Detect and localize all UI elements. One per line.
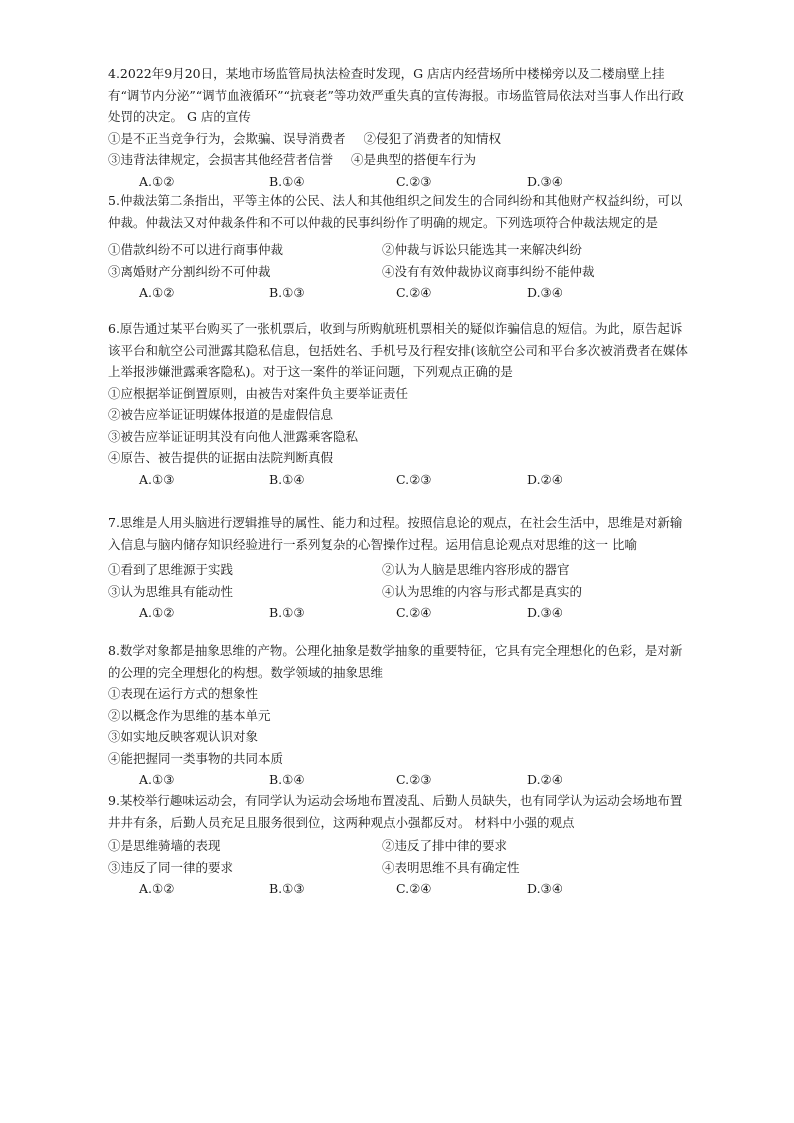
answer-choices bbox=[108, 171, 688, 193]
question-stem: 8.数学对象都是抽象思维的产物。公理化抽象是数学抽象的重要特征，它具有完全理想化的色彩，是对新的公理的完全理想化的构想。数学领域的抽象思维 bbox=[108, 643, 683, 680]
choice-a[interactable]: A.①② bbox=[139, 285, 175, 300]
option: ②以概念作为思维的基本单元 bbox=[108, 707, 271, 723]
option: ①借款纠纷不可以进行商事仲裁 bbox=[108, 242, 284, 257]
choice-b[interactable]: B.①④ bbox=[269, 173, 305, 189]
option: ①应根据举证倒置原则，由被告对案件负主要举证责任 bbox=[108, 385, 409, 401]
question-5 bbox=[108, 190, 688, 304]
choice-b[interactable]: B.①④ bbox=[269, 471, 305, 487]
answer-choices bbox=[108, 602, 688, 624]
option: ②违反了排中律的要求 bbox=[382, 838, 508, 853]
option: ②仲裁与诉讼只能选其一来解决纠纷 bbox=[382, 242, 583, 257]
choice-c[interactable]: C.②④ bbox=[396, 881, 432, 896]
option: ②侵犯了消费者的知情权 bbox=[363, 130, 502, 146]
option: ③认为思维具有能动性 bbox=[108, 583, 234, 599]
option: ③离婚财产分割纠纷不可仲裁 bbox=[108, 263, 271, 279]
choice-d[interactable]: D.③④ bbox=[527, 605, 563, 620]
choice-d[interactable]: D.②④ bbox=[527, 471, 563, 487]
option-row bbox=[108, 149, 688, 171]
option-row bbox=[108, 857, 688, 879]
answer-choices bbox=[108, 769, 688, 791]
option-row bbox=[108, 239, 688, 261]
choice-d[interactable]: D.③④ bbox=[527, 285, 563, 300]
choice-d[interactable]: D.③④ bbox=[527, 881, 563, 896]
answer-choices bbox=[108, 878, 688, 900]
option: ④能把握同一类事物的共同本质 bbox=[108, 750, 284, 766]
question-6 bbox=[108, 318, 688, 490]
question-8 bbox=[108, 640, 688, 791]
option: ③被告应举证证明其没有向他人泄露乘客隐私 bbox=[108, 428, 359, 444]
choice-b[interactable]: B.①③ bbox=[269, 285, 305, 300]
option: ④没有有效仲裁协议商事纠纷不能仲裁 bbox=[382, 263, 595, 279]
answer-choices bbox=[108, 282, 688, 304]
option: ④认为思维的内容与形式都是真实的 bbox=[382, 583, 583, 599]
option: ④是典型的搭便车行为 bbox=[351, 152, 477, 167]
option-row bbox=[108, 835, 688, 857]
option: ③如实地反映客观认识对象 bbox=[108, 729, 259, 744]
option-row bbox=[108, 128, 688, 150]
option: ①看到了思维源于实践 bbox=[108, 562, 234, 577]
option: ③违反了同一律的要求 bbox=[108, 859, 234, 875]
choice-c[interactable]: C.②④ bbox=[396, 285, 432, 300]
question-stem: 6.原告通过某平台购买了一张机票后，收到与所购航班机票相关的疑似诈骗信息的短信。为此，原告起诉该平台和航空公司泄露其隐私信息，包括姓名、手机号及行程安排(该航空公司和平台多次被消费者在媒体上举报涉嫌泄露乘客隐私)。对于这一案件的举证问题，下列观点正确的是 bbox=[108, 321, 688, 379]
option: ④原告、被告提供的证据由法院判断真假 bbox=[108, 450, 334, 465]
choice-b[interactable]: B.①④ bbox=[269, 772, 305, 787]
choice-d[interactable]: D.③④ bbox=[527, 173, 563, 189]
question-7 bbox=[108, 512, 688, 624]
choice-c[interactable]: C.②③ bbox=[396, 471, 432, 487]
option: ②认为人脑是思维内容形成的器官 bbox=[382, 562, 570, 577]
option: ①是不正当竞争行为，会欺骗、误导消费者 bbox=[108, 130, 346, 146]
choice-d[interactable]: D.②④ bbox=[527, 772, 563, 787]
option-row bbox=[108, 581, 688, 603]
option: ②被告应举证证明媒体报道的是虚假信息 bbox=[108, 407, 334, 422]
choice-a[interactable]: A.①② bbox=[139, 605, 175, 620]
choice-c[interactable]: C.②③ bbox=[396, 772, 432, 787]
choice-b[interactable]: B.①③ bbox=[269, 605, 305, 620]
option: ④表明思维不具有确定性 bbox=[382, 859, 520, 875]
choice-c[interactable]: C.②④ bbox=[396, 605, 432, 620]
question-stem: 4.2022年9月20日，某地市场监管局执法检查时发现，G 店店内经营场所中楼梯旁以及二楼扇壁上挂有“调节内分泌”“调节血液循环”“抗衰老”等功效严重失真的宣传海报。市场监管局依法对当事人作出行政处罚的决定。 G 店的宣传 bbox=[108, 66, 684, 124]
question-stem: 9.某校举行趣味运动会，有同学认为运动会场地布置凌乱、后勤人员缺失，也有同学认为运动会场地布置井井有条，后勤人员充足且服务很到位，这两种观点小强都反对。 材料中小强的观点 bbox=[108, 793, 683, 830]
option-row bbox=[108, 559, 688, 581]
answer-choices bbox=[108, 469, 688, 491]
question-stem: 7.思维是人用头脑进行逻辑推导的属性、能力和过程。按照信息论的观点，在社会生活中，思维是对新输入信息与脑内储存知识经验进行一系列复杂的心智操作过程。运用信息论观点对思维的这一 比喻 bbox=[108, 515, 683, 552]
question-9 bbox=[108, 790, 688, 900]
question-stem: 5.仲裁法第二条指出，平等主体的公民、法人和其他组织之间发生的合同纠纷和其他财产权益纠纷，可以仲裁。仲裁法又对仲裁条件和不可以仲裁的民事纠纷作了明确的规定。下列选项符合仲裁法规定的是 bbox=[108, 193, 683, 230]
option-row bbox=[108, 261, 688, 283]
choice-a[interactable]: A.①③ bbox=[139, 772, 175, 787]
option: ①是思维骑墙的表现 bbox=[108, 838, 221, 853]
option: ③违背法律规定，会损害其他经营者信誉 bbox=[108, 152, 334, 167]
choice-a[interactable]: A.①② bbox=[139, 173, 175, 189]
question-4 bbox=[108, 63, 688, 192]
option: ①表现在运行方式的想象性 bbox=[108, 686, 259, 701]
choice-c[interactable]: C.②③ bbox=[396, 173, 432, 189]
choice-b[interactable]: B.①③ bbox=[269, 881, 305, 896]
choice-a[interactable]: A.①③ bbox=[139, 471, 175, 487]
choice-a[interactable]: A.①② bbox=[139, 881, 175, 896]
